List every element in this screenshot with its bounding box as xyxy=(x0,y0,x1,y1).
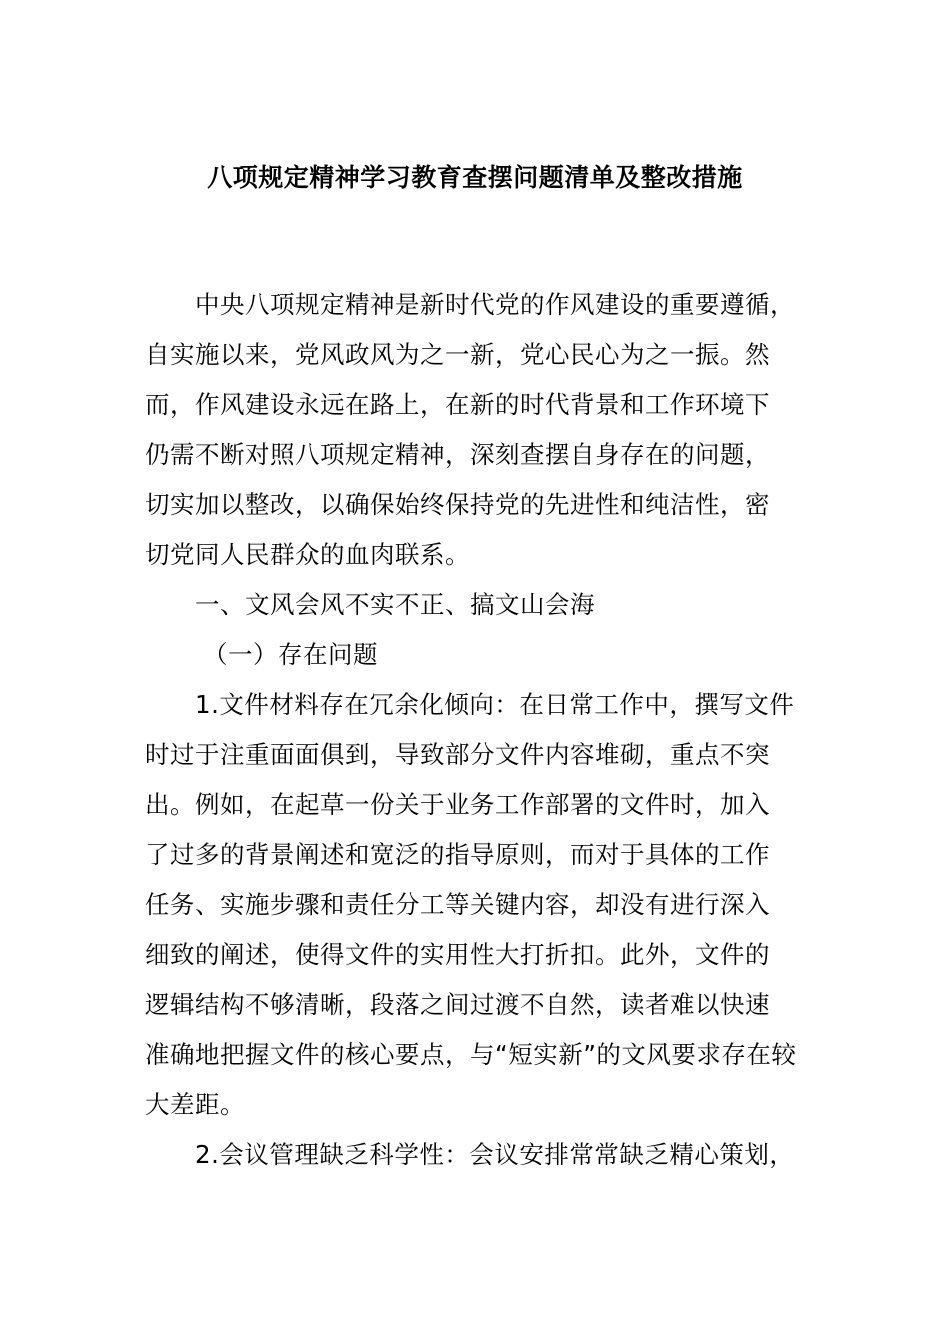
subsection-heading: （一）存在问题 xyxy=(203,640,378,669)
document-title: 八项规定精神学习教育查摆问题清单及整改措施 xyxy=(207,163,743,192)
paragraph-line: 切实加以整改，以确保始终保持党的先进性和纯洁性，密 xyxy=(145,490,770,519)
paragraph-line: 大差距。 xyxy=(145,1090,245,1119)
paragraph-line: 时过于注重面面俱到，导致部分文件内容堆砌，重点不突 xyxy=(145,740,770,769)
paragraph-line: 而，作风建设永远在路上，在新的时代背景和工作环境下 xyxy=(145,390,770,419)
paragraph-line: 自实施以来，党风政风为之一新，党心民心为之一振。然 xyxy=(145,340,770,369)
paragraph-line: 2.会议管理缺乏科学性：会议安排常常缺乏精心策划， xyxy=(195,1140,795,1169)
paragraph-line: 切党同人民群众的血肉联系。 xyxy=(145,540,470,569)
paragraph-line: 了过多的背景阐述和宽泛的指导原则，而对于具体的工作 xyxy=(145,840,770,869)
section-heading: 一、文风会风不实不正、搞文山会海 xyxy=(195,590,595,619)
paragraph-line: 仍需不断对照八项规定精神，深刻查摆自身存在的问题， xyxy=(145,440,770,469)
paragraph-line: 逻辑结构不够清晰，段落之间过渡不自然，读者难以快速 xyxy=(145,990,770,1019)
paragraph-line: 1.文件材料存在冗余化倾向：在日常工作中，撰写文件 xyxy=(195,690,795,719)
paragraph-line: 细致的阐述，使得文件的实用性大打折扣。此外，文件的 xyxy=(145,940,770,969)
paragraph-line: 准确地把握文件的核心要点，与“短实新”的文风要求存在较 xyxy=(145,1040,797,1069)
paragraph-line: 任务、实施步骤和责任分工等关键内容，却没有进行深入 xyxy=(145,890,770,919)
document-body xyxy=(145,280,835,1180)
paragraph-line: 出。例如，在起草一份关于业务工作部署的文件时，加入 xyxy=(145,790,770,819)
paragraph-line: 中央八项规定精神是新时代党的作风建设的重要遵循， xyxy=(195,290,795,319)
